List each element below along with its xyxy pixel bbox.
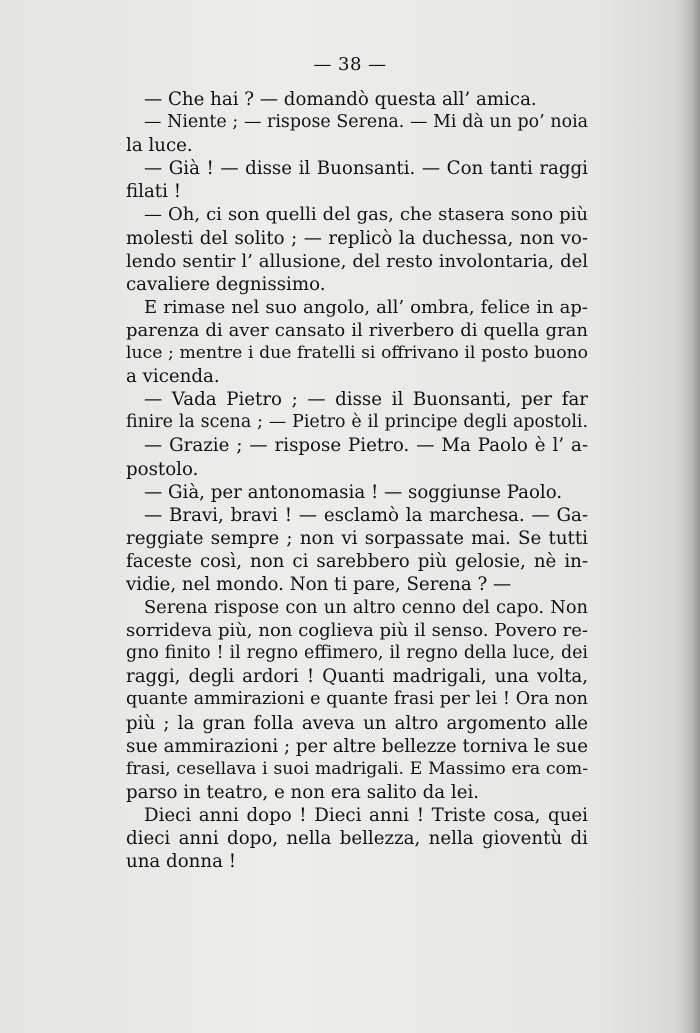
text-line: quante ammirazioni e quante frasi per lei ! Ora non <box>126 689 588 710</box>
text-line: E rimase nel suo angolo, all’ ombra, felice in ap- <box>144 296 588 318</box>
text-line: — Già, per antonomasia ! — soggiunse Paolo. <box>144 481 563 503</box>
text-line: più ; la gran folla aveva un altro argomento alle <box>126 712 588 734</box>
text-line: parso in teatro, e non era salito da lei. <box>126 781 480 803</box>
text-line: la luce. <box>126 135 193 157</box>
text-line: — Bravi, bravi ! — esclamò la marchesa. — Ga- <box>144 504 588 526</box>
text-line: gno finito ! il regno effimero, il regno della luce, dei <box>126 643 588 664</box>
body-text <box>126 88 588 873</box>
text-line: postolo. <box>126 458 199 480</box>
text-line: sorrideva più, non coglieva più il senso. Povero re- <box>126 620 588 642</box>
text-line: vidie, nel mondo. Non ti pare, Serena ? — <box>126 573 512 595</box>
text-line: lendo sentir l’ allusione, del resto involontaria, del <box>126 250 588 272</box>
text-line: cavaliere degnissimo. <box>126 273 326 295</box>
text-line: — Che hai ? — domandò questa all’ amica. <box>144 89 537 110</box>
text-line: frasi, cesellava i suoi madrigali. E Massimo era com- <box>126 758 588 779</box>
text-line: sue ammirazioni ; per altre bellezze torniva le sue <box>126 735 589 757</box>
text-line: Serena rispose con un altro cenno del capo. Non <box>144 597 588 619</box>
text-line: molesti del solito ; — replicò la duchessa, non vo- <box>126 227 588 249</box>
text-line: luce ; mentre i due fratelli si offrivano il posto buono <box>126 343 588 364</box>
text-line: — Già ! — disse il Buonsanti. — Con tanti raggi <box>144 158 588 180</box>
text-line: Dieci anni dopo ! Dieci anni ! Triste cosa, quei <box>144 804 588 826</box>
text-line: — Oh, ci son quelli del gas, che stasera sono più <box>144 204 588 226</box>
text-line: reggiate sempre ; non vi sorpassate mai. Se tutti <box>126 527 588 549</box>
text-line: raggi, degli ardori ! Quanti madrigali, una volta, <box>126 666 588 688</box>
text-line: finire la scena ; — Pietro è il principe degli apostoli. <box>126 412 588 433</box>
text-line: — Grazie ; — rispose Pietro. — Ma Paolo è l’ a- <box>144 435 588 457</box>
page-number: — 38 — <box>313 54 387 75</box>
text-line: una donna ! <box>126 851 237 873</box>
text-line: a vicenda. <box>126 366 220 388</box>
text-line: dieci anni dopo, nella bellezza, nella gioventù di <box>126 828 588 849</box>
text-line: — Niente ; — rispose Serena. — Mi dà un po’ noia <box>144 112 588 133</box>
text-line: filati ! <box>126 181 182 203</box>
text-line: — Vada Pietro ; — disse il Buonsanti, per far <box>144 389 588 411</box>
text-line: parenza di aver cansato il riverbero di quella gran <box>126 319 588 341</box>
page-edge-shadow <box>682 0 700 1033</box>
text-line: faceste così, non ci sarebbero più gelosie, nè in- <box>126 550 588 572</box>
